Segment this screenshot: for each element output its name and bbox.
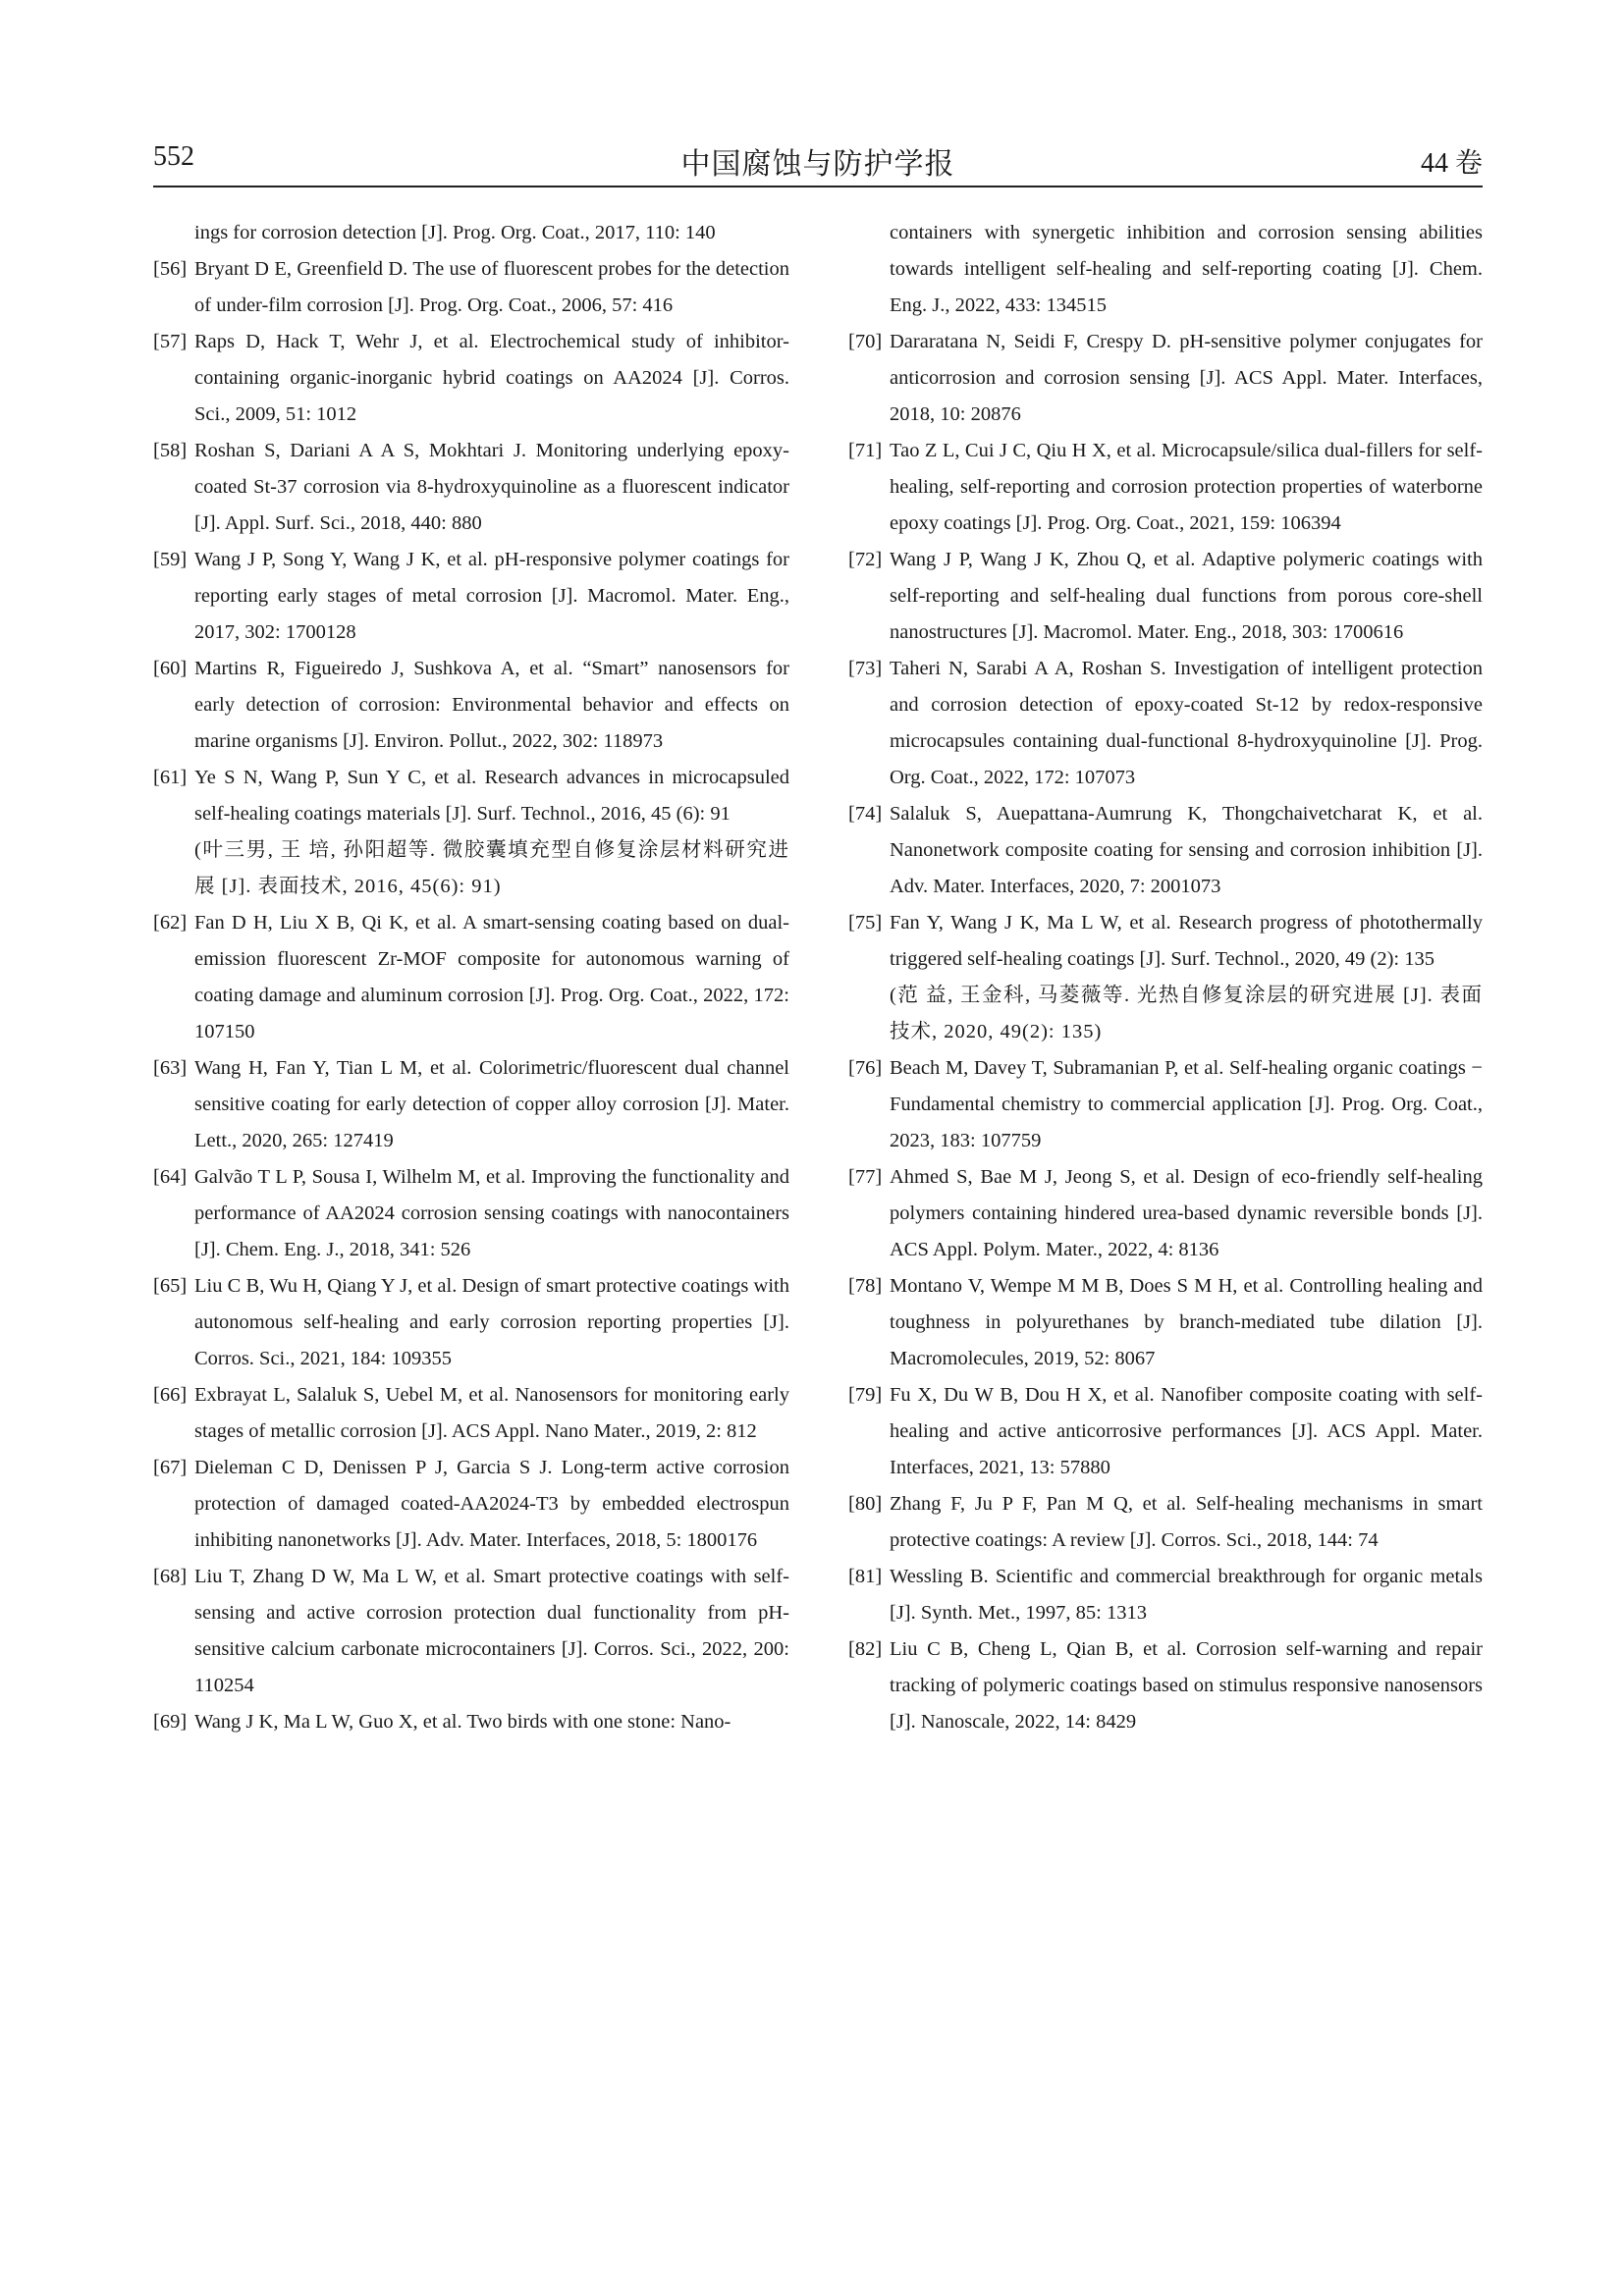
reference-number: [80] (848, 1493, 883, 1515)
reference-item (848, 1631, 1483, 1740)
reference-number: [58] (153, 440, 188, 461)
reference-number: [74] (848, 803, 883, 825)
continuation-text: containers with synergetic inhibition and corrosion sensing abilities towards intelligent self-healing and self-reporting coating [J]. Chem. Eng. J., 2022, 433: 134515 (890, 222, 1483, 316)
reference-item (848, 433, 1483, 542)
reference-text: Tao Z L, Cui J C, Qiu H X, et al. Microcapsule/silica dual-fillers for self-healing, self-reporting and corrosion protection properties of waterborne epoxy coatings [J]. Prog. Org. Coat., 2021, 159: 106394 (890, 440, 1483, 534)
reference-number: [63] (153, 1057, 188, 1079)
reference-text: Liu C B, Wu H, Qiang Y J, et al. Design of smart protective coatings with autonomous self-healing and early corrosion reporting properties [J]. Corros. Sci., 2021, 184: 109355 (194, 1275, 789, 1369)
reference-item (153, 251, 789, 324)
reference-number: [78] (848, 1275, 883, 1297)
reference-item (848, 1050, 1483, 1159)
reference-item (848, 1159, 1483, 1268)
reference-text: Roshan S, Dariani A A S, Mokhtari J. Monitoring underlying epoxy-coated St-37 corrosion via 8-hydroxyquinoline as a fluorescent indicator [J]. Appl. Surf. Sci., 2018, 440: 880 (194, 440, 789, 534)
reference-number: [57] (153, 331, 188, 352)
reference-number: [75] (848, 912, 883, 934)
reference-number: [68] (153, 1566, 188, 1587)
reference-number: [66] (153, 1384, 188, 1406)
reference-number: [64] (153, 1166, 188, 1188)
reference-text: Fan Y, Wang J K, Ma L W, et al. Research progress of photothermally triggered self-healing coatings [J]. Surf. Technol., 2020, 49 (2): 135 (890, 912, 1483, 970)
reference-text: Dararatana N, Seidi F, Crespy D. pH-sensitive polymer conjugates for anticorrosion and corrosion sensing [J]. ACS Appl. Mater. Interfaces, 2018, 10: 20876 (890, 331, 1483, 425)
reference-number: [72] (848, 549, 883, 570)
reference-text: Wang J P, Song Y, Wang J K, et al. pH-responsive polymer coatings for reporting early stages of metal corrosion [J]. Macromol. Mater. Eng., 2017, 302: 1700128 (194, 549, 789, 643)
reference-text: Taheri N, Sarabi A A, Roshan S. Investigation of intelligent protection and corrosion detection of epoxy-coated St-12 by redox-responsive microcapsules containing dual-functional 8-hydroxyquinoline [J]. Prog. Org. Coat., 2022, 172: 107073 (890, 658, 1483, 788)
reference-text: Salaluk S, Auepattana-Aumrung K, Thongchaivetcharat K, et al. Nanonetwork composite coating for sensing and corrosion inhibition [J]. Adv. Mater. Interfaces, 2020, 7: 2001073 (890, 803, 1483, 897)
reference-item (848, 796, 1483, 905)
left-column (153, 215, 789, 1740)
reference-item (848, 1268, 1483, 1377)
reference-number: [76] (848, 1057, 883, 1079)
reference-text: Wessling B. Scientific and commercial breakthrough for organic metals [J]. Synth. Met., 1997, 85: 1313 (890, 1566, 1483, 1624)
reference-item (153, 542, 789, 651)
reference-text: Fan D H, Liu X B, Qi K, et al. A smart-sensing coating based on dual-emission fluorescent Zr-MOF composite for autonomous warning of coating damage and aluminum corrosion [J]. Prog. Org. Coat., 2022, 172: 107150 (194, 912, 789, 1042)
reference-text: Dieleman C D, Denissen P J, Garcia S J. Long-term active corrosion protection of damaged coated-AA2024-T3 by embedded electrospun inhibiting nanonetworks [J]. Adv. Mater. Interfaces, 2018, 5: 1800176 (194, 1457, 789, 1551)
continuation-text: ings for corrosion detection [J]. Prog. Org. Coat., 2017, 110: 140 (194, 222, 716, 243)
reference-item (848, 1486, 1483, 1559)
reference-number: [67] (153, 1457, 188, 1478)
volume-label: 44 卷 (1420, 148, 1483, 179)
reference-number: [60] (153, 658, 188, 679)
reference-item (153, 1559, 789, 1704)
reference-number: [65] (153, 1275, 188, 1297)
reference-text: Martins R, Figueiredo J, Sushkova A, et al. “Smart” nanosensors for early detection of corrosion: Environmental behavior and effects on marine organisms [J]. Environ. Pollut., 2022, 302: 118973 (194, 658, 789, 752)
reference-text: Liu C B, Cheng L, Qian B, et al. Corrosion self-warning and repair tracking of polymeric coatings based on stimulus responsive nanosensors [J]. Nanoscale, 2022, 14: 8429 (890, 1638, 1483, 1733)
reference-item (153, 905, 789, 1050)
reference-item (153, 324, 789, 433)
reference-number: [70] (848, 331, 883, 352)
reference-item (153, 1377, 789, 1450)
reference-number: [73] (848, 658, 883, 679)
reference-item (153, 760, 789, 905)
reference-text: Exbrayat L, Salaluk S, Uebel M, et al. Nanosensors for monitoring early stages of metallic corrosion [J]. ACS Appl. Nano Mater., 2019, 2: 812 (194, 1384, 789, 1442)
reference-item (153, 1704, 789, 1740)
page-header (153, 137, 1483, 185)
reference-text: Wang H, Fan Y, Tian L M, et al. Colorimetric/fluorescent dual channel sensitive coating for early detection of copper alloy corrosion [J]. Mater. Lett., 2020, 265: 127419 (194, 1057, 789, 1151)
reference-item (848, 905, 1483, 1050)
reference-text: Liu T, Zhang D W, Ma L W, et al. Smart protective coatings with self-sensing and active corrosion protection dual functionality from pH-sensitive calcium carbonate microcontainers [J]. Corros. Sci., 2022, 200: 110254 (194, 1566, 789, 1696)
page-number: 552 (153, 141, 194, 172)
reference-item (153, 1268, 789, 1377)
header-rule (153, 186, 1483, 187)
reference-number: [62] (153, 912, 188, 934)
reference-item (153, 651, 789, 760)
journal-title: 中国腐蚀与防护学报 (680, 147, 955, 182)
reference-text: Ye S N, Wang P, Sun Y C, et al. Research advances in microcapsuled self-healing coatings materials [J]. Surf. Technol., 2016, 45 (6): 91 (194, 767, 789, 825)
reference-number: [79] (848, 1384, 883, 1406)
reference-chinese-text: (叶三男, 王 培, 孙阳超等. 微胶囊填充型自修复涂层材料研究进展 [J]. 表面技术, 2016, 45(6): 91) (194, 839, 789, 897)
reference-text: Raps D, Hack T, Wehr J, et al. Electrochemical study of inhibitor-containing organic-inorganic hybrid coatings on AA2024 [J]. Corros. Sci., 2009, 51: 1012 (194, 331, 789, 425)
reference-item (848, 542, 1483, 651)
reference-item (848, 324, 1483, 433)
reference-number: [61] (153, 767, 188, 788)
reference-text: Wang J P, Wang J K, Zhou Q, et al. Adaptive polymeric coatings with self-reporting and self-healing dual functions from porous core-shell nanostructures [J]. Macromol. Mater. Eng., 2018, 303: 1700616 (890, 549, 1483, 643)
reference-text: Wang J K, Ma L W, Guo X, et al. Two birds with one stone: Nano- (194, 1711, 731, 1733)
reference-text: Ahmed S, Bae M J, Jeong S, et al. Design of eco-friendly self-healing polymers containing hindered urea-based dynamic reversible bonds [J]. ACS Appl. Polym. Mater., 2022, 4: 8136 (890, 1166, 1483, 1260)
reference-text: Montano V, Wempe M M B, Does S M H, et al. Controlling healing and toughness in polyurethanes by branch-mediated tube dilation [J]. Macromolecules, 2019, 52: 8067 (890, 1275, 1483, 1369)
reference-text: Bryant D E, Greenfield D. The use of fluorescent probes for the detection of under-film corrosion [J]. Prog. Org. Coat., 2006, 57: 416 (194, 258, 789, 316)
reference-number: [81] (848, 1566, 883, 1587)
reference-text: Beach M, Davey T, Subramanian P, et al. Self-healing organic coatings − Fundamental chemistry to commercial application [J]. Prog. Org. Coat., 2023, 183: 107759 (890, 1057, 1483, 1151)
reference-item (848, 1559, 1483, 1631)
reference-number: [77] (848, 1166, 883, 1188)
reference-number: [56] (153, 258, 188, 280)
right-column (848, 215, 1483, 1740)
reference-item (153, 1050, 789, 1159)
reference-number: [82] (848, 1638, 883, 1660)
reference-text: Galvão T L P, Sousa I, Wilhelm M, et al. Improving the functionality and performance of AA2024 corrosion sensing coatings with nanocontainers [J]. Chem. Eng. J., 2018, 341: 526 (194, 1166, 789, 1260)
reference-number: [71] (848, 440, 883, 461)
reference-text: Zhang F, Ju P F, Pan M Q, et al. Self-healing mechanisms in smart protective coatings: A review [J]. Corros. Sci., 2018, 144: 74 (890, 1493, 1483, 1551)
reference-item (848, 1377, 1483, 1486)
reference-item (153, 1159, 789, 1268)
reference-number: [59] (153, 549, 188, 570)
reference-item (153, 1450, 789, 1559)
reference-item (848, 651, 1483, 796)
reference-number: [69] (153, 1711, 188, 1733)
reference-text: Fu X, Du W B, Dou H X, et al. Nanofiber composite coating with self-healing and active anticorrosive performances [J]. ACS Appl. Mater. Interfaces, 2021, 13: 57880 (890, 1384, 1483, 1478)
reference-chinese-text: (范 益, 王金科, 马菱薇等. 光热自修复涂层的研究进展 [J]. 表面技术, 2020, 49(2): 135) (890, 985, 1483, 1042)
reference-item (153, 433, 789, 542)
